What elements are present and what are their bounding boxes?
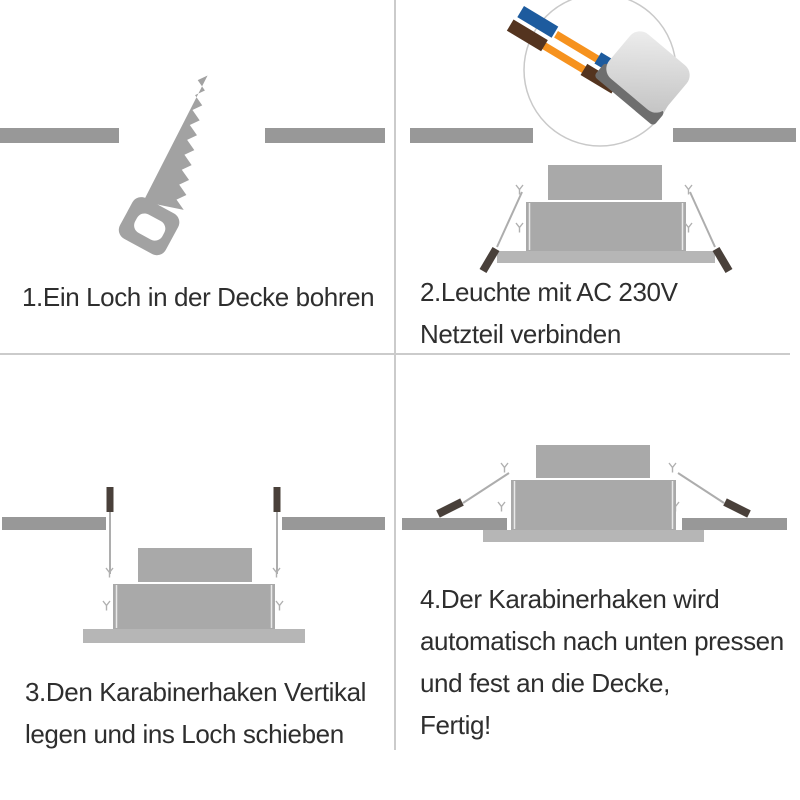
spring-clips (438, 463, 749, 514)
downlight-fixture (497, 165, 715, 263)
spring-clips (103, 487, 283, 611)
caption-line: 3.Den Karabinerhaken Vertikal (25, 677, 367, 707)
step2-caption (420, 271, 678, 355)
lamp-body (113, 584, 275, 629)
step2-figure (410, 0, 796, 271)
ceiling-bar (682, 518, 787, 530)
caption-line: legen und ins Loch schieben (25, 719, 344, 749)
step1-figure (0, 64, 385, 262)
caption-line: 4.Der Karabinerhaken wird (420, 584, 720, 614)
handsaw-icon (112, 64, 228, 262)
driver-box (138, 548, 252, 582)
driver-box (548, 165, 662, 200)
vertical-divider (394, 0, 396, 750)
ceiling-bar (402, 518, 507, 530)
downlight-fixture (83, 548, 305, 643)
caption-line: 2.Leuchte mit AC 230V (420, 277, 678, 307)
step3-figure (2, 487, 385, 643)
caption-line: automatisch nach unten pressen (420, 626, 784, 656)
driver-box (536, 445, 650, 478)
closeup-circle (524, 0, 676, 146)
caption-line: Netzteil verbinden (420, 319, 621, 349)
caption-line: Fertig! (420, 710, 491, 740)
power-cable-icon (507, 5, 632, 97)
step4-caption (420, 578, 784, 746)
caption-line: 1.Ein Loch in der Decke bohren (22, 282, 375, 312)
caption-line: und fest an die Decke, (420, 668, 670, 698)
lamp-body (526, 202, 686, 251)
ceiling-bar (0, 128, 119, 143)
ceiling-bar (282, 517, 385, 530)
ceiling-bar (2, 517, 106, 530)
lamp-body (511, 480, 676, 530)
step4-figure (402, 445, 787, 542)
trim-ring (483, 530, 704, 542)
ceiling-bar (673, 128, 796, 142)
step1-caption (22, 276, 374, 318)
ceiling-bar (410, 128, 533, 143)
wire-connector-icon (594, 25, 697, 126)
spring-clips (483, 185, 729, 271)
downlight-fixture (483, 445, 704, 542)
trim-ring (497, 251, 715, 263)
step3-caption (25, 671, 366, 755)
trim-ring (83, 629, 305, 643)
ceiling-bar (265, 128, 385, 143)
